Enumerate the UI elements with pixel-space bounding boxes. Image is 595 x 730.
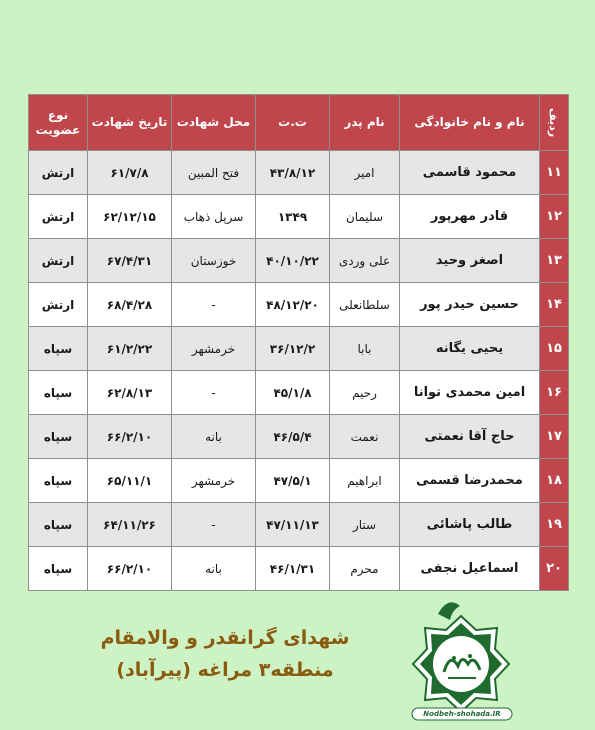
cell-rank: ۱۴ — [540, 283, 569, 327]
cell-martyrdom-date: ۶۲/۸/۱۳ — [88, 371, 172, 415]
cell-father: بابا — [330, 327, 400, 371]
cell-membership-type: ارتش — [29, 151, 88, 195]
table-row — [29, 239, 569, 283]
cell-rank: ۱۷ — [540, 415, 569, 459]
table-header-row — [29, 95, 569, 151]
cell-rank: ۱۸ — [540, 459, 569, 503]
cell-birth-date: ۴۳/۸/۱۲ — [256, 151, 330, 195]
cell-rank: ۱۳ — [540, 239, 569, 283]
cell-father: سلیمان — [330, 195, 400, 239]
cell-martyrdom-date: ۶۷/۴/۳۱ — [88, 239, 172, 283]
cell-rank: ۲۰ — [540, 547, 569, 591]
cell-father: امیر — [330, 151, 400, 195]
cell-membership-type: سپاه — [29, 503, 88, 547]
cell-father: سلطانعلی — [330, 283, 400, 327]
cell-father: نعمت — [330, 415, 400, 459]
cell-martyrdom-place: بانه — [172, 415, 256, 459]
cell-martyrdom-date: ۶۶/۲/۱۰ — [88, 415, 172, 459]
cell-rank: ۱۹ — [540, 503, 569, 547]
cell-birth-date: ۴۸/۱۲/۲۰ — [256, 283, 330, 327]
table-row — [29, 503, 569, 547]
nodbeh-shohada-logo — [398, 596, 524, 724]
header-place: محل شهادت — [172, 95, 256, 151]
cell-birth-date: ۴۶/۵/۴ — [256, 415, 330, 459]
table-row — [29, 547, 569, 591]
cell-martyrdom-place: - — [172, 371, 256, 415]
cell-father: ابراهیم — [330, 459, 400, 503]
cell-martyrdom-date: ۶۱/۷/۸ — [88, 151, 172, 195]
cell-name: امین محمدی توانا — [400, 371, 540, 415]
cell-rank: ۱۱ — [540, 151, 569, 195]
cell-martyrdom-place: - — [172, 503, 256, 547]
cell-rank: ۱۶ — [540, 371, 569, 415]
cell-martyrdom-place: خرمشهر — [172, 459, 256, 503]
header-rank — [540, 95, 569, 151]
cell-father: ستار — [330, 503, 400, 547]
cell-name: یحیی یگانه — [400, 327, 540, 371]
table-row — [29, 327, 569, 371]
cell-name: اسماعیل نجفی — [400, 547, 540, 591]
logo-emblem-icon — [398, 596, 524, 724]
cell-membership-type: ارتش — [29, 239, 88, 283]
cell-membership-type: ارتش — [29, 283, 88, 327]
cell-martyrdom-place: فتح المبین — [172, 151, 256, 195]
cell-membership-type: سپاه — [29, 327, 88, 371]
cell-name: محمود قاسمی — [400, 151, 540, 195]
footer-line-1: شهدای گرانقدر و والامقام — [100, 627, 350, 649]
cell-martyrdom-date: ۶۶/۲/۱۰ — [88, 547, 172, 591]
cell-martyrdom-place: بانه — [172, 547, 256, 591]
cell-birth-date: ۱۳۴۹ — [256, 195, 330, 239]
cell-membership-type: سپاه — [29, 371, 88, 415]
header-rank-label: ردیف — [546, 107, 560, 138]
cell-name: قادر مهرپور — [400, 195, 540, 239]
cell-birth-date: ۴۷/۵/۱ — [256, 459, 330, 503]
cell-martyrdom-place: خوزستان — [172, 239, 256, 283]
cell-martyrdom-date: ۶۲/۱۲/۱۵ — [88, 195, 172, 239]
table-row — [29, 283, 569, 327]
header-name: نام و نام خانوادگی — [400, 95, 540, 151]
cell-martyrdom-place: خرمشهر — [172, 327, 256, 371]
cell-birth-date: ۴۰/۱۰/۲۲ — [256, 239, 330, 283]
cell-martyrdom-place: - — [172, 283, 256, 327]
cell-name: حاج آقا نعمتی — [400, 415, 540, 459]
header-date: تاریخ شهادت — [88, 95, 172, 151]
cell-membership-type: ارتش — [29, 195, 88, 239]
cell-birth-date: ۳۶/۱۲/۲ — [256, 327, 330, 371]
table-body — [29, 151, 569, 591]
header-father: نام پدر — [330, 95, 400, 151]
table-row — [29, 415, 569, 459]
cell-name: اصغر وحید — [400, 239, 540, 283]
cell-father: محرم — [330, 547, 400, 591]
martyrs-table-container — [28, 94, 568, 591]
cell-rank: ۱۲ — [540, 195, 569, 239]
header-type: نوع عضویت — [29, 95, 88, 151]
cell-martyrdom-date: ۶۸/۴/۲۸ — [88, 283, 172, 327]
cell-father: علی وردی — [330, 239, 400, 283]
table-row — [29, 151, 569, 195]
header-birth: ت.ت — [256, 95, 330, 151]
footer-line-2: منطقه۳ مراغه (پیرآباد) — [116, 659, 334, 681]
cell-name: حسین حیدر پور — [400, 283, 540, 327]
cell-membership-type: سپاه — [29, 459, 88, 503]
cell-rank: ۱۵ — [540, 327, 569, 371]
cell-name: طالب پاشائی — [400, 503, 540, 547]
table-row — [29, 195, 569, 239]
cell-birth-date: ۴۵/۱/۸ — [256, 371, 330, 415]
cell-birth-date: ۴۷/۱۱/۱۳ — [256, 503, 330, 547]
cell-birth-date: ۴۶/۱/۳۱ — [256, 547, 330, 591]
table-row — [29, 459, 569, 503]
table-row — [29, 371, 569, 415]
cell-martyrdom-date: ۶۱/۲/۲۲ — [88, 327, 172, 371]
cell-membership-type: سپاه — [29, 415, 88, 459]
footer-title — [95, 622, 355, 686]
cell-martyrdom-place: سرپل ذهاب — [172, 195, 256, 239]
cell-name: محمدرضا قسمی — [400, 459, 540, 503]
cell-martyrdom-date: ۶۵/۱۱/۱ — [88, 459, 172, 503]
cell-father: رحیم — [330, 371, 400, 415]
logo-url: Nodbeh-shohada.IR — [423, 710, 501, 718]
cell-membership-type: سپاه — [29, 547, 88, 591]
cell-martyrdom-date: ۶۴/۱۱/۲۶ — [88, 503, 172, 547]
martyrs-table — [28, 94, 569, 591]
